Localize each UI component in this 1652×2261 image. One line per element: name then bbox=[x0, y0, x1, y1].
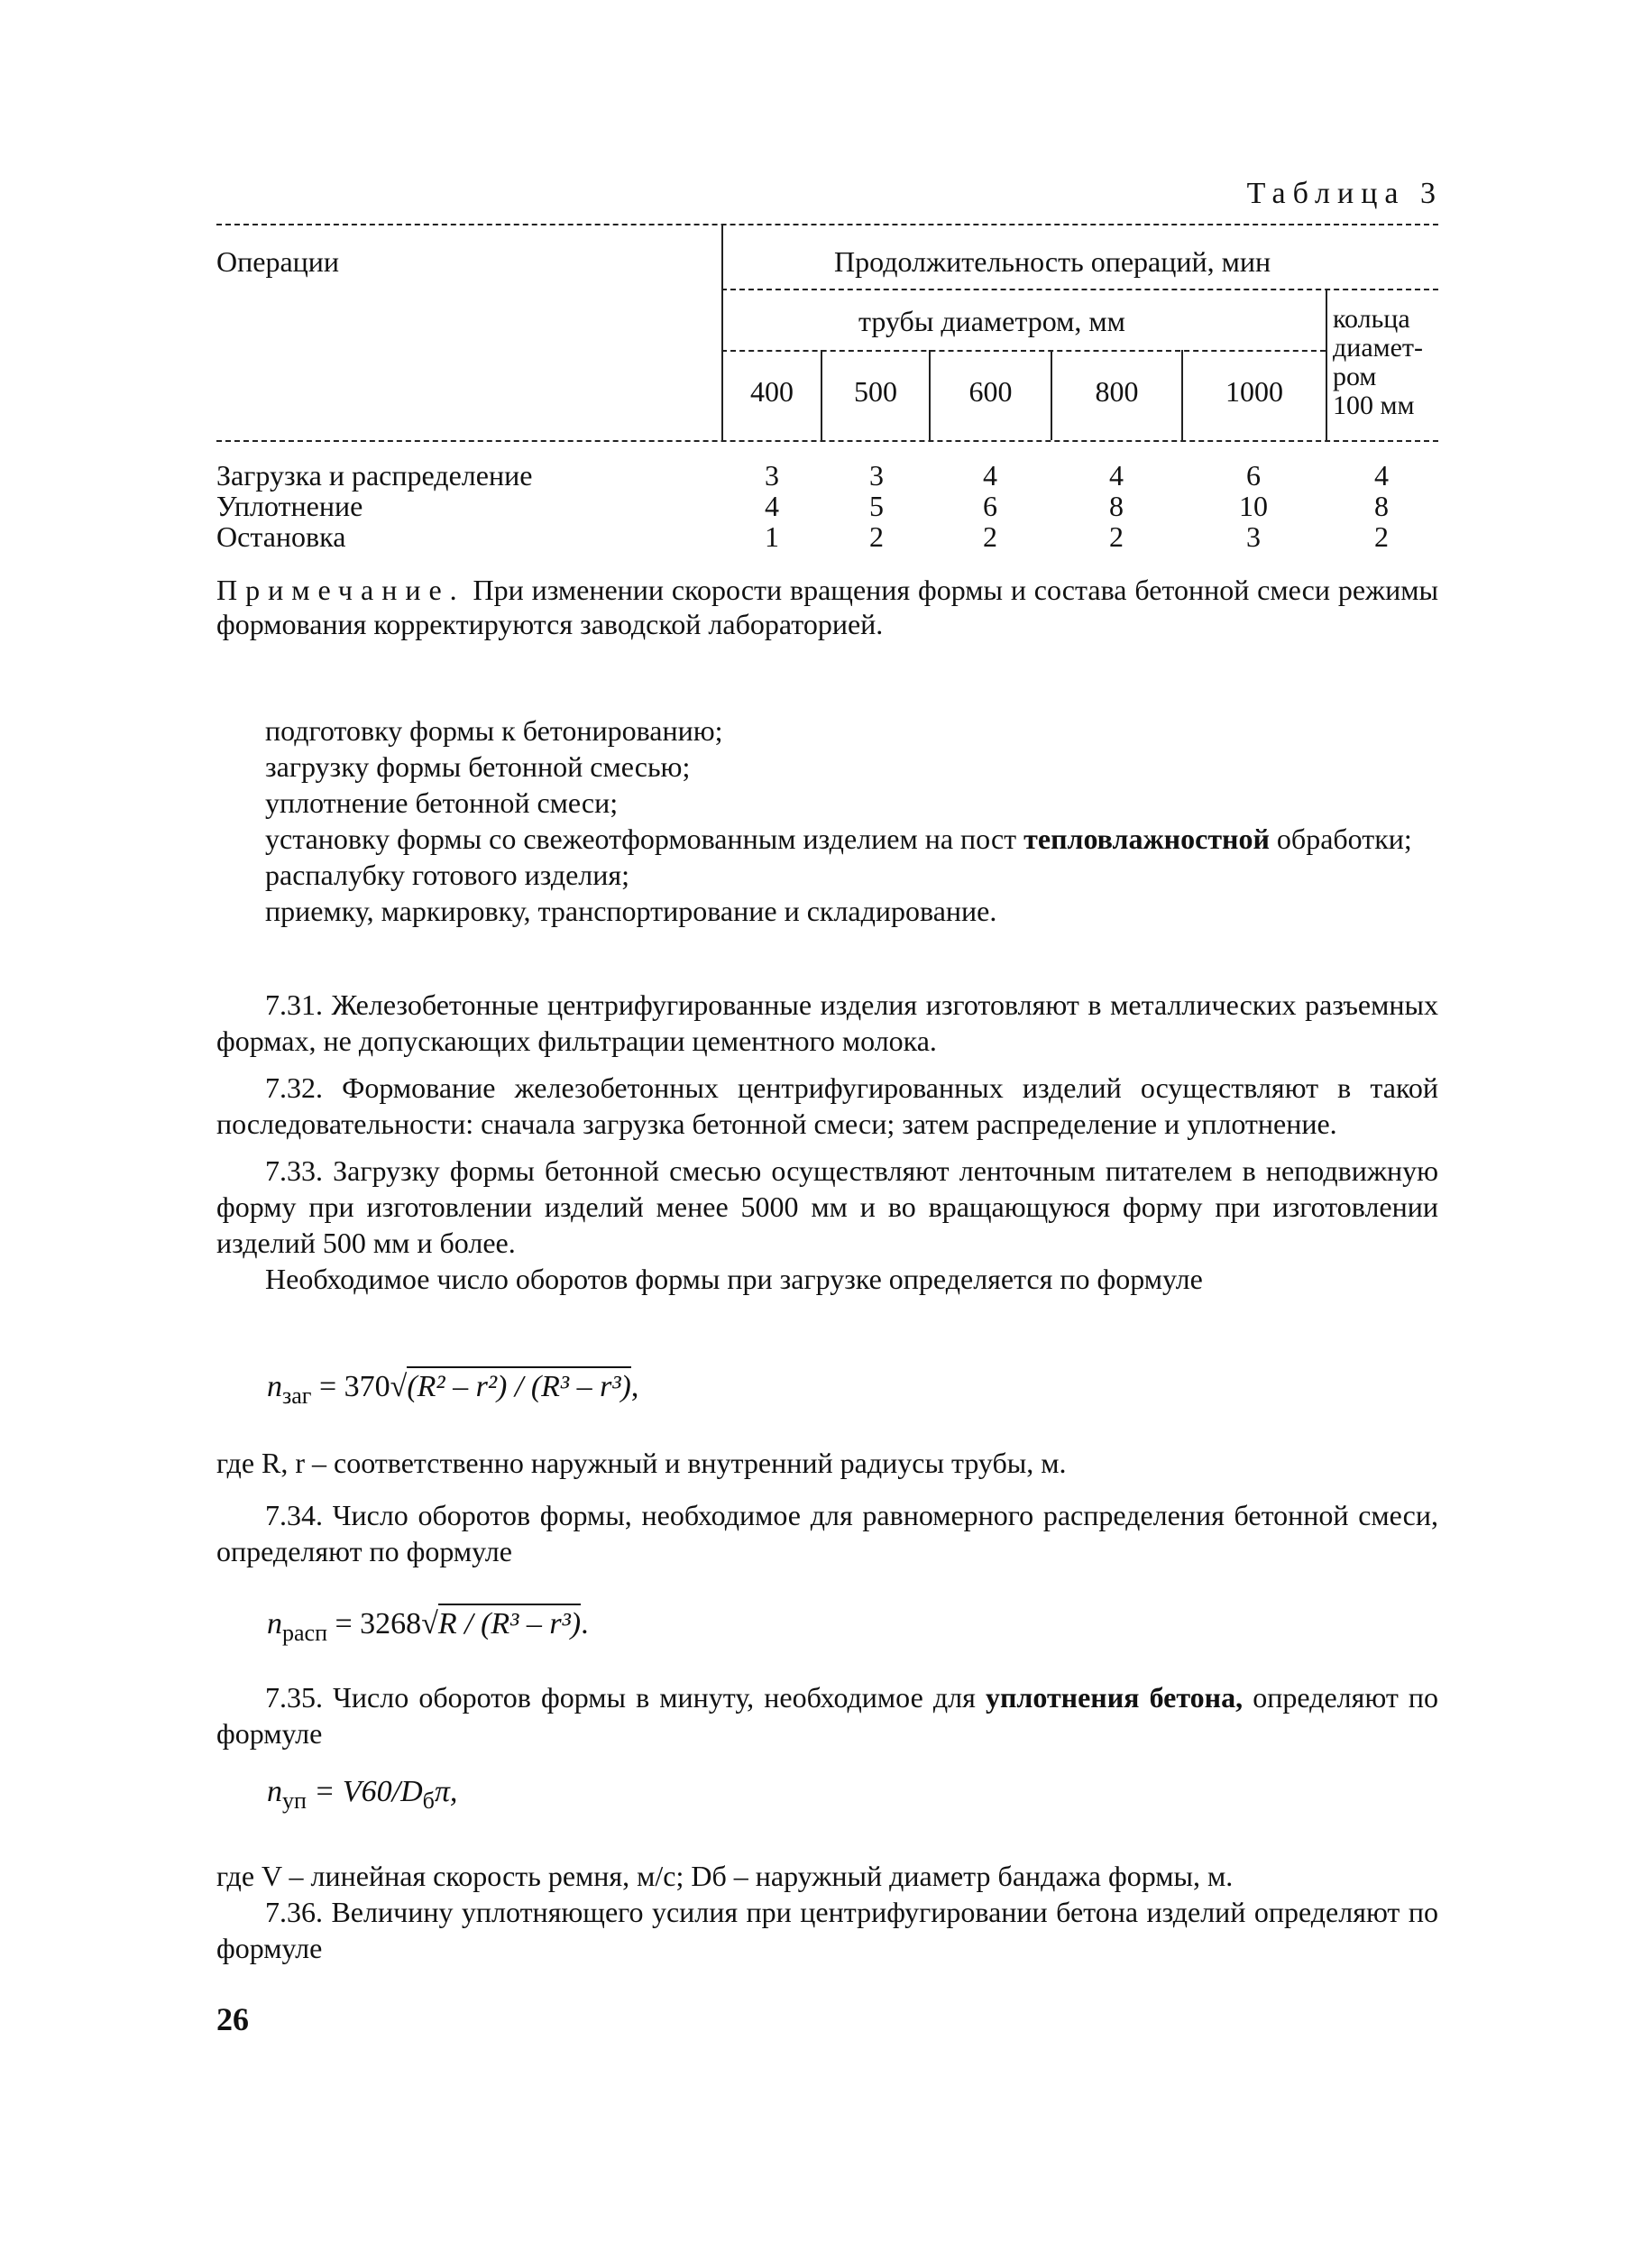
header-operations: Операции bbox=[216, 245, 340, 278]
formula-distribution: $n_{расп} = 3268√R / (R^3 - r^3)$. bbox=[267, 1604, 589, 1647]
note-label: Примечание. bbox=[216, 574, 465, 606]
row-label-compaction: Уплотнение bbox=[216, 490, 363, 522]
values-col-400: 3 4 1 bbox=[765, 459, 779, 553]
values-col-1000: 6 10 3 bbox=[1239, 459, 1268, 553]
header-diameter-400: 400 bbox=[750, 375, 794, 408]
paragraph-7-34: 7.34. Число оборотов формы, необходимое для равномерного распределения бетонной смеси, определяют по формуле bbox=[216, 1499, 1438, 1567]
table-top-rule bbox=[216, 224, 1438, 225]
row-label-loading: Загрузка и распределение bbox=[216, 459, 533, 492]
table-rule-duration bbox=[721, 289, 1438, 290]
paragraphs-7-35-to-7-36 bbox=[216, 1858, 1438, 1966]
paragraphs-7-31-to-7-33 bbox=[216, 987, 1438, 1297]
table-note bbox=[216, 573, 1438, 641]
paragraph-7-32: 7.32. Формование железобетонных центрифугированных изделий осуществляют в такой последовательности: сначала загрузка бетонной смеси; затем распределение и уплотнение. bbox=[216, 1071, 1438, 1140]
header-diameter-1000: 1000 bbox=[1225, 375, 1283, 408]
note-text: При изменении скорости вращения формы и состава бетонной смеси режимы формования корректируются заводской лабораторией. bbox=[216, 574, 1439, 640]
paragraphs-7-33-to-7-34 bbox=[216, 1445, 1438, 1569]
header-diameter-800: 800 bbox=[1095, 375, 1139, 408]
paragraph-7-31: 7.31. Железобетонные центрифугированные изделия изготовляют в металлических разъемных формах, не допускающих фильтрации цементного молока. bbox=[216, 988, 1438, 1057]
list-item: установку формы со свежеотформованным изделием на пост тепловлажностной обработки; bbox=[265, 823, 1412, 855]
table-caption: Таблица 3 bbox=[1246, 177, 1443, 210]
row-label-stop: Остановка bbox=[216, 520, 346, 553]
values-col-600: 4 6 2 bbox=[983, 459, 997, 553]
paragraph-formula-intro: Необходимое число оборотов формы при загрузке определяется по формуле bbox=[265, 1263, 1203, 1295]
table-rule-pipes bbox=[721, 350, 1326, 352]
table-header-bottom-rule bbox=[216, 440, 1438, 442]
header-pipes: трубы диаметром, мм bbox=[858, 305, 1125, 337]
paragraph-radius-definition: где R, r – соответственно наружный и внутренний радиусы трубы, м. bbox=[216, 1447, 1067, 1479]
table-vrule-5 bbox=[1326, 289, 1327, 440]
header-diameter-500: 500 bbox=[854, 375, 897, 408]
list-item: уплотнение бетонной смеси; bbox=[265, 786, 619, 819]
header-diameter-600: 600 bbox=[968, 375, 1013, 408]
values-col-800: 4 8 2 bbox=[1109, 459, 1124, 553]
paragraph-speed-definition: где V – линейная скорость ремня, м/с; Dб – наружный диаметр бандажа формы, м. bbox=[216, 1860, 1234, 1892]
paragraph-7-35: 7.35. Число оборотов формы в минуту, необходимое для уплотнения бетона, определяют по формуле bbox=[216, 1681, 1439, 1750]
operations-column bbox=[216, 460, 532, 552]
list-item: подготовку формы к бетонированию; bbox=[265, 714, 723, 747]
list-item: распалубку готового изделия; bbox=[265, 859, 629, 891]
paragraph-7-33: 7.33. Загрузку формы бетонной смесью осуществляют ленточным питателем в неподвижную форму при изготовлении изделий менее 5000 мм и во вращающуюся форму при изготовлении изделий 500 мм и более. bbox=[216, 1154, 1438, 1259]
list-item: приемку, маркировку, транспортирование и складирование. bbox=[265, 895, 997, 927]
values-col-500: 3 5 2 bbox=[869, 459, 884, 553]
operations-table bbox=[216, 224, 1438, 553]
paragraph-7-36: 7.36. Величину уплотняющего усилия при центрифугировании бетона изделий определяют по формуле bbox=[216, 1896, 1438, 1964]
header-rings: кольца диамет- ром 100 мм bbox=[1333, 304, 1424, 420]
formula-loading: $n_{заг} = 370√(R^2 - r^2) / (R^3 - r^3)$, bbox=[267, 1366, 638, 1410]
page-number: 26 bbox=[216, 2001, 249, 2037]
values-col-rings: 4 8 2 bbox=[1374, 459, 1389, 553]
operations-list bbox=[216, 712, 1438, 929]
header-duration: Продолжительность операций, мин bbox=[834, 245, 1271, 278]
formula-compaction: $n_{уп} = V60/D_б\pi$, bbox=[267, 1775, 458, 1814]
list-item: загрузку формы бетонной смесью; bbox=[265, 750, 691, 783]
